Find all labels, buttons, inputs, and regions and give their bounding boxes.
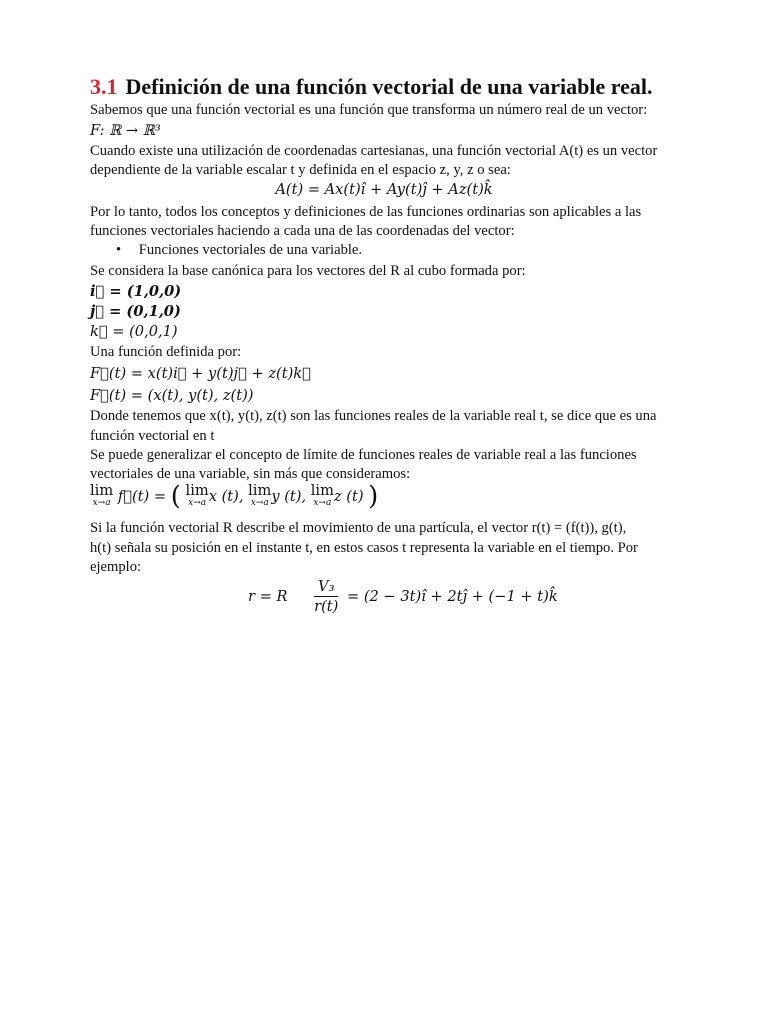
equation-f1: F⃗(t) = x(t)i⃗ + y(t)j⃗ + z(t)k⃗ xyxy=(90,365,311,382)
basis-i: i⃗ = (1,0,0) xyxy=(90,283,182,300)
bullet-item xyxy=(116,242,362,259)
section-heading xyxy=(90,74,652,100)
bullet-text: Funciones vectoriales de una variable. xyxy=(138,242,363,258)
equation-limit: lim x→a f⃗(t) = ( lim x→a x (t), lim x→a y (t), lim x→a z (t) ) xyxy=(90,481,379,512)
bullet-marker-icon: • xyxy=(116,242,122,258)
paragraph: Donde tenemos que x(t), y(t), z(t) son las funciones reales de la variable real t, se dice que es una xyxy=(90,408,657,424)
equation-a: A(t) = Ax(t)î + Ay(t)ĵ + Az(t)k̂ xyxy=(275,181,493,198)
paragraph: Si la función vectorial R describe el movimiento de una partícula, el vector r(t) = (f(t)), g(t), xyxy=(90,520,627,536)
basis-k: k⃗ = (0,0,1) xyxy=(90,323,178,340)
paragraph: Sabemos que una función vectorial es una función que transforma un número real de un vector: xyxy=(90,102,648,118)
section-number: 3.1 xyxy=(90,74,118,99)
paragraph: Cuando existe una utilización de coordenadas cartesianas, una función vectorial A(t) es un vector xyxy=(90,143,658,159)
equation-r: r = R $\frac{\text{V₃}}{r(t)}$ = (2 − 3t)î + 2tĵ + (−1 + t)k̂ xyxy=(248,578,558,615)
section-title: Definición de una función vectorial de una variable real. xyxy=(125,74,653,99)
paragraph: funciones vectoriales haciendo a cada una de las coordenadas del vector: xyxy=(90,223,515,239)
paragraph: Por lo tanto, todos los conceptos y definiciones de las funciones ordinarias son aplicables a las xyxy=(90,204,642,220)
paragraph: dependiente de la variable escalar t y definida en el espacio z, y, z o sea: xyxy=(90,162,511,178)
paragraph: ejemplo: xyxy=(90,559,142,575)
paragraph: vectoriales de una variable, sin más que consideramos: xyxy=(90,466,411,482)
paragraph: Se considera la base canónica para los vectores del R al cubo formada por: xyxy=(90,263,526,279)
paragraph: h(t) señala su posición en el instante t, en estos casos t representa la variable en el tiempo. Por xyxy=(90,540,638,556)
basis-j: j⃗ = (0,1,0) xyxy=(90,303,181,320)
paragraph: Una función definida por: xyxy=(90,344,242,360)
paragraph: Se puede generalizar el concepto de límite de funciones reales de variable real a las funciones xyxy=(90,447,637,463)
fraction: $\frac{\text{V₃}}{r(t)}$ xyxy=(314,578,339,615)
equation-f2: F⃗(t) = (x(t), y(t), z(t)) xyxy=(90,387,254,404)
formula-map: F: ℝ → ℝ³ xyxy=(90,122,161,139)
paragraph: función vectorial en t xyxy=(90,428,215,444)
